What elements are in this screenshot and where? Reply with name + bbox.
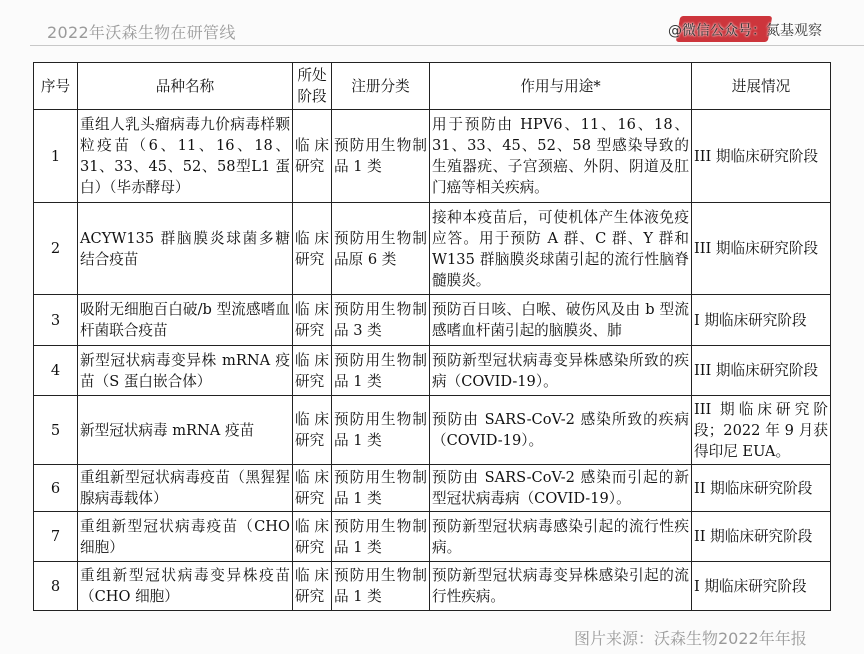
table-row xyxy=(34,203,831,295)
cell-registration: 预防用生物制品 1 类 xyxy=(332,346,430,396)
cell-stage: 临床研究 xyxy=(293,465,332,512)
cell-registration: 预防用生物制品 1 类 xyxy=(332,396,430,465)
cell-no: 5 xyxy=(34,396,78,465)
col-header-name: 品种名称 xyxy=(78,63,293,110)
cell-stage: 临床研究 xyxy=(293,346,332,396)
cell-usage: 用于预防由 HPV6、11、16、18、31、33、45、52、58 型感染导致的生殖器疣、子宫颈癌、外阴、阴道及肛门癌等相关疾病。 xyxy=(430,110,692,203)
slide-title: 2022年沃森生物在研管线 xyxy=(47,23,236,42)
cell-usage: 预防新型冠状病毒感染引起的流行性疾病。 xyxy=(430,512,692,562)
col-header-usage: 作用与用途* xyxy=(430,63,692,110)
cell-stage: 临床研究 xyxy=(293,110,332,203)
cell-progress: I 期临床研究阶段 xyxy=(692,562,831,611)
cell-usage: 预防由 SARS-CoV-2 感染而引起的新型冠状病毒病（COVID-19）。 xyxy=(430,465,692,512)
cell-progress: II 期临床研究阶段 xyxy=(692,512,831,562)
cell-progress: III 期临床研究阶段 xyxy=(692,110,831,203)
cell-stage: 临床研究 xyxy=(293,512,332,562)
cell-stage: 临床研究 xyxy=(293,562,332,611)
cell-usage: 预防由 SARS-CoV-2 感染所致的疾病（COVID-19）。 xyxy=(430,396,692,465)
cell-usage: 预防新型冠状病毒变异株感染引起的流行性疾病。 xyxy=(430,562,692,611)
cell-no: 3 xyxy=(34,295,78,346)
table-row xyxy=(34,110,831,203)
cell-stage: 临床研究 xyxy=(293,203,332,295)
col-header-progress: 进展情况 xyxy=(692,63,831,110)
col-header-stage: 所处阶段 xyxy=(293,63,332,110)
cell-name: 重组人乳头瘤病毒九价病毒样颗粒疫苗（6、11、16、18、31、33、45、52、58型L1 蛋白）（毕赤酵母） xyxy=(78,110,293,203)
cell-registration: 预防用生物制品 1 类 xyxy=(332,512,430,562)
cell-usage: 接种本疫苗后，可使机体产生体液免疫应答。用于预防 A 群、C 群、Y 群和 W135 群脑膜炎球菌引起的流行性脑脊髓膜炎。 xyxy=(430,203,692,295)
cell-name: ACYW135 群脑膜炎球菌多糖结合疫苗 xyxy=(78,203,293,295)
image-source-caption: 图片来源：沃森生物2022年年报 xyxy=(574,629,807,648)
watermark-text: @微信公众号：氮基观察 xyxy=(668,23,822,39)
table-row xyxy=(34,295,831,346)
table-row xyxy=(34,396,831,465)
col-header-no: 序号 xyxy=(34,63,78,110)
cell-progress: III 期临床研究阶段 xyxy=(692,346,831,396)
table-row xyxy=(34,465,831,512)
table-row xyxy=(34,346,831,396)
cell-no: 7 xyxy=(34,512,78,562)
cell-registration: 预防用生物制品 3 类 xyxy=(332,295,430,346)
cell-registration: 预防用生物制品 1 类 xyxy=(332,465,430,512)
cell-name: 重组新型冠状病毒疫苗（黑猩猩腺病毒载体） xyxy=(78,465,293,512)
cell-name: 新型冠状病毒变异株 mRNA 疫苗（S 蛋白嵌合体） xyxy=(78,346,293,396)
title-divider xyxy=(30,45,864,46)
cell-no: 8 xyxy=(34,562,78,611)
table-row xyxy=(34,512,831,562)
cell-progress: III 期临床研究阶段；2022 年 9 月获得印尼 EUA。 xyxy=(692,396,831,465)
cell-name: 重组新型冠状病毒疫苗（CHO 细胞） xyxy=(78,512,293,562)
cell-registration: 预防用生物制品 1 类 xyxy=(332,562,430,611)
col-header-registration: 注册分类 xyxy=(332,63,430,110)
table-row xyxy=(34,562,831,611)
cell-stage: 临床研究 xyxy=(293,396,332,465)
cell-registration: 预防用生物制品原 6 类 xyxy=(332,203,430,295)
cell-no: 6 xyxy=(34,465,78,512)
pipeline-table xyxy=(33,62,831,611)
cell-progress: III 期临床研究阶段 xyxy=(692,203,831,295)
cell-no: 4 xyxy=(34,346,78,396)
table-header-row xyxy=(34,63,831,110)
cell-no: 1 xyxy=(34,110,78,203)
cell-progress: I 期临床研究阶段 xyxy=(692,295,831,346)
cell-name: 重组新型冠状病毒变异株疫苗（CHO 细胞） xyxy=(78,562,293,611)
cell-progress: II 期临床研究阶段 xyxy=(692,465,831,512)
cell-usage: 预防新型冠状病毒变异株感染所致的疾病（COVID-19）。 xyxy=(430,346,692,396)
watermark xyxy=(660,10,860,44)
cell-name: 新型冠状病毒 mRNA 疫苗 xyxy=(78,396,293,465)
cell-stage: 临床研究 xyxy=(293,295,332,346)
cell-usage: 预防百日咳、白喉、破伤风及由 b 型流感嗜血杆菌引起的脑膜炎、肺 xyxy=(430,295,692,346)
cell-no: 2 xyxy=(34,203,78,295)
cell-name: 吸附无细胞百白破/b 型流感嗜血杆菌联合疫苗 xyxy=(78,295,293,346)
cell-registration: 预防用生物制品 1 类 xyxy=(332,110,430,203)
